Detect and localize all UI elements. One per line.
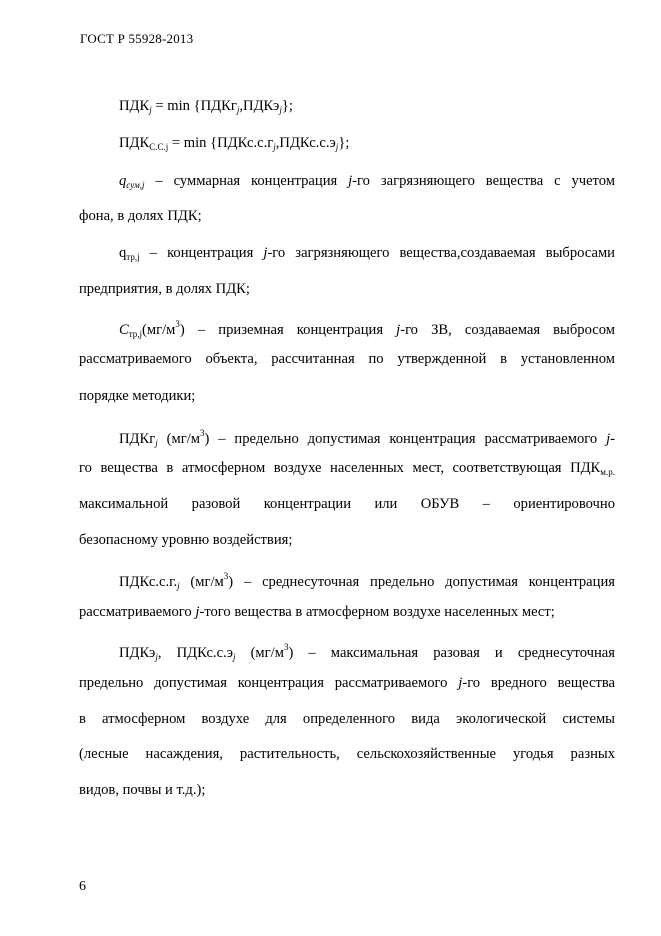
def-qsum-line2: фона, в долях ПДК; [79,208,202,224]
def-pdkg-line3: максимальной разовой концентрации или ОБУВ – ориентировочно [79,496,615,512]
def-qsum-line1: $q_{сум,j}$ – суммарная концентрация j-го загрязняющего вещества с учетом [119,173,615,190]
formula-pdk-j: $ПДК_j = \min$ {ПДКг$_j$,ПДКэ$_j$}; [119,98,293,115]
def-pdkssg-line1: $ПДКс.с.г._j$ $(мг/м^3)$ – среднесуточная предельно допустимая концентрация [119,571,615,591]
def-pdke-line4: (лесные насаждения, растительность, сельскохозяйственные угодья разных [79,746,615,762]
def-pdke-line2: предельно допустимая концентрация рассматриваемого j-го вредного вещества [79,675,615,691]
def-pdkssg-line2: рассматриваемого j-того вещества в атмосферном воздухе населенных мест; [79,604,555,620]
def-pdkg-line1: ПДКг$_j$ $(мг/м^3)$ – предельно допустимая концентрация рассматриваемого j- [119,428,615,448]
def-pdkg-line4: безопасному уровню воздействия; [79,532,293,548]
document-header: ГОСТ Р 55928-2013 [80,31,194,46]
def-qtr-line2: предприятия, в долях ПДК; [79,281,250,297]
def-pdkg-line2: го вещества в атмосферном воздухе населенных мест, соответствующая $ПДК_{м.р.}$ [79,460,615,477]
def-ctr-line1: $C_{тр,j}(мг/м^3)$ – приземная концентрация j-го ЗВ, создаваемая выбросом [119,319,615,339]
def-pdke-line5: видов, почвы и т.д.); [79,782,206,798]
def-pdke-line1: ПДКэ$_j$, $ПДКс.с.э_j$ $(мг/м^3)$ – максимальная разовая и среднесуточная [119,642,615,662]
def-pdke-line3: в атмосферном воздухе для определенного вида экологической системы [79,711,615,727]
def-ctr-line2: рассматриваемого объекта, рассчитанная по утвержденной в установленном [79,351,615,367]
def-qtr-line1: $q_{тр,j}$ – концентрация j-го загрязняющего вещества,создаваемая выбросами [119,245,615,262]
def-ctr-line3: порядке методики; [79,388,196,404]
formula-pdk-ss-j: $ПДК_{С.С.j} = \min$ $\{ПДКс.с.г_j,ПДКс.с.э_j\}$; [119,135,350,152]
page-number: 6 [79,879,86,894]
